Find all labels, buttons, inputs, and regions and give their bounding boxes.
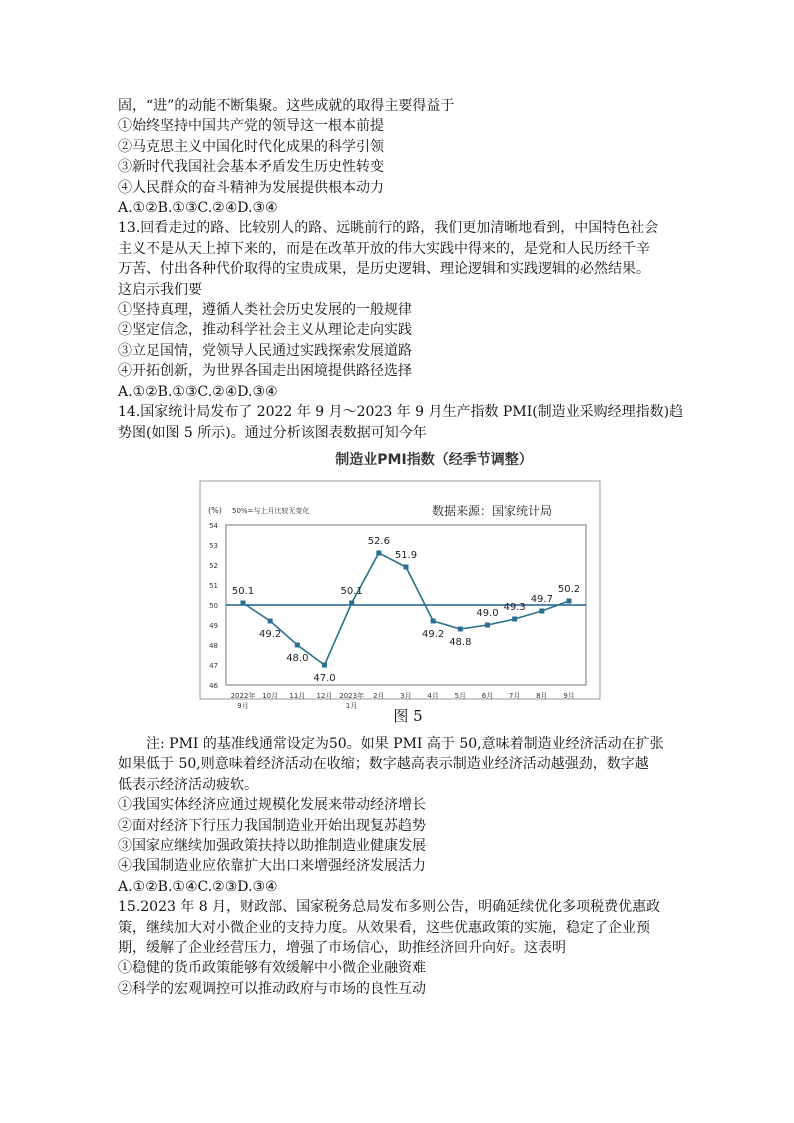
q13-options: [118, 300, 688, 382]
y-axis: [209, 522, 218, 690]
y-tick-label: 52: [209, 561, 218, 570]
x-tick-label: 10月: [262, 691, 279, 700]
x-tick-label: 11月: [289, 691, 306, 700]
data-label: 50.2: [557, 583, 581, 595]
q14-note: [118, 734, 688, 795]
q15-option-2: ②科学的宏观调控可以推动政府与市场的良性互动: [118, 980, 426, 997]
baseline-note: 50%=与上月比较无变化: [232, 506, 310, 515]
q13-option-1: ①坚持真理，遵循人类社会历史发展的一般规律: [118, 302, 412, 319]
q15-option-1: ①稳健的货币政策能够有效缓解中小微企业融资难: [118, 960, 426, 977]
q15-stem-line: 期，缓解了企业经营压力，增强了市场信心，助推经济回升向好。这表明: [118, 939, 566, 956]
data-point: [241, 600, 246, 605]
data-label: 49.7: [530, 593, 553, 605]
q12-options: [118, 116, 688, 198]
q13-option-2: ②坚定信念，推动科学社会主义从理论走向实践: [118, 322, 412, 339]
q14-note-line: 如果低于 50,则意味着经济活动在收缩；数字越高表示制造业经济活动越强劲，数字越: [118, 756, 649, 773]
data-point: [539, 608, 544, 613]
q12-option-1: ①始终坚持中国共产党的领导这一根本前提: [118, 118, 384, 135]
q13-option-3: ③立足国情，党领导人民通过实践探索发展道路: [118, 342, 412, 359]
q13-stem-line: 万苦、付出各种代价取得的宝贵成果，是历史逻辑、理论逻辑和实践逻辑的必然结果。: [118, 261, 650, 278]
y-tick-label: 51: [209, 581, 218, 590]
pmi-line-chart: [118, 475, 688, 710]
q14-options: [118, 795, 688, 877]
data-point: [485, 622, 490, 627]
q12-option-4: ④人民群众的奋斗精神为发展提供根本动力: [118, 179, 384, 196]
q14-stem: [118, 402, 688, 443]
q14-stem-line: 14.国家统计局发布了 2022 年 9 月～2023 年 9 月生产指数 PMI(制造业采购经理指数)趋: [118, 404, 684, 421]
q12-option-3: ③新时代我国社会基本矛盾发生历史性转变: [118, 159, 384, 176]
q13-stem-line: 13.回看走过的路、比较别人的路、远眺前行的路，我们更加清晰地看到，中国特色社会: [118, 220, 659, 237]
data-label: 48.0: [286, 652, 309, 664]
data-point: [404, 564, 409, 569]
q12-answer-choices: A.①②B.①③C.②④D.③④: [118, 200, 278, 217]
q14-option-4: ④我国制造业应依靠扩大出口来增强经济发展活力: [118, 858, 426, 875]
data-point: [268, 618, 273, 623]
q15-stem-line: 策，继续加大对小微企业的支持力度。从效果看，这些优惠政策的实施，稳定了企业预: [118, 919, 650, 936]
x-tick-label: 12月: [316, 691, 333, 700]
data-label: 51.9: [394, 549, 418, 561]
data-point: [431, 618, 436, 623]
data-label: 50.1: [231, 585, 255, 597]
unit-label: (%): [208, 505, 222, 515]
x-tick-label: 2022年: [230, 691, 256, 700]
q13-stem-line: 这启示我们要: [118, 281, 202, 298]
data-point: [512, 616, 517, 621]
data-point: [567, 598, 572, 603]
figure-caption: 图 5: [393, 706, 423, 725]
x-tick-label: 7月: [508, 691, 521, 700]
q14-stem-line: 势图(如图 5 所示)。通过分析该图表数据可知今年: [118, 424, 427, 441]
data-label: 49.3: [503, 601, 526, 613]
y-tick-label: 54: [209, 521, 218, 530]
y-tick-label: 53: [209, 541, 218, 550]
q13-answer-choices: A.①②B.①③C.②④D.③④: [118, 383, 278, 400]
data-label: 49.2: [259, 628, 282, 640]
q14-note-line: 低表示经济活动疲软。: [118, 776, 258, 793]
data-point: [349, 600, 354, 605]
x-tick-label: 4月: [427, 691, 439, 700]
y-tick-label: 46: [209, 681, 218, 690]
y-tick-label: 48: [209, 641, 218, 650]
y-tick-label: 50: [209, 601, 218, 610]
data-point: [295, 642, 300, 647]
q12-option-2: ②马克思主义中国化时代化成果的科学引领: [118, 138, 384, 155]
x-tick-label: 2023年: [339, 691, 365, 700]
q15-options: [118, 958, 688, 999]
data-label: 48.8: [449, 636, 472, 648]
q14-answer-choices: A.①②B.①④C.②③D.③④: [118, 878, 278, 895]
pmi-figure: [118, 449, 688, 710]
x-tick-label: 8月: [536, 691, 548, 700]
x-tick-label: 6月: [481, 691, 494, 700]
exam-page: [118, 96, 688, 999]
data-label: 52.6: [367, 535, 390, 547]
x-tick-label: 3月: [400, 691, 412, 700]
x-tick-label: 9月: [563, 691, 575, 700]
q14-option-2: ②面对经济下行压力我国制造业开始出现复苏趋势: [118, 817, 426, 834]
x-tick-label: 1月: [345, 701, 358, 710]
q13-option-4: ④开拓创新，为世界各国走出困境提供路径选择: [118, 363, 412, 380]
x-tick-label: 9月: [237, 701, 249, 710]
chart-title: 制造业PMI指数（经季节调整）: [335, 451, 533, 468]
x-tick-label: 5月: [454, 691, 467, 700]
data-label: 49.0: [476, 607, 499, 619]
y-tick-label: 49: [209, 621, 218, 630]
q14-note-line: 注: PMI 的基准线通常设定为50。如果 PMI 高于 50,意味着制造业经济活动在扩张: [146, 735, 664, 752]
q13-stem: [118, 218, 688, 300]
y-tick-label: 47: [209, 661, 218, 670]
q15-stem-line: 15.2023 年 8 月，财政部、国家税务总局发布多则公告，明确延续优化多项税费优惠政: [118, 899, 661, 916]
data-label: 50.1: [340, 585, 363, 597]
q14-option-3: ③国家应继续加强政策扶持以助推制造业健康发展: [118, 837, 426, 854]
q12-stem-tail: 固，“进”的动能不断集聚。这些成就的取得主要得益于: [118, 98, 455, 114]
data-point: [322, 662, 327, 667]
x-tick-label: 2月: [373, 691, 385, 700]
q13-stem-line: 主义不是从天上掉下来的，而是在改革开放的伟大实践中得来的，是党和人民历经千辛: [118, 240, 650, 257]
q15-stem: [118, 897, 688, 958]
data-label: 49.2: [422, 628, 445, 640]
data-source-label: 数据来源：国家统计局: [432, 503, 553, 518]
data-point: [376, 550, 381, 555]
q14-option-1: ①我国实体经济应通过规模化发展来带动经济增长: [118, 797, 426, 814]
data-label: 47.0: [313, 672, 336, 684]
data-point: [458, 626, 463, 631]
